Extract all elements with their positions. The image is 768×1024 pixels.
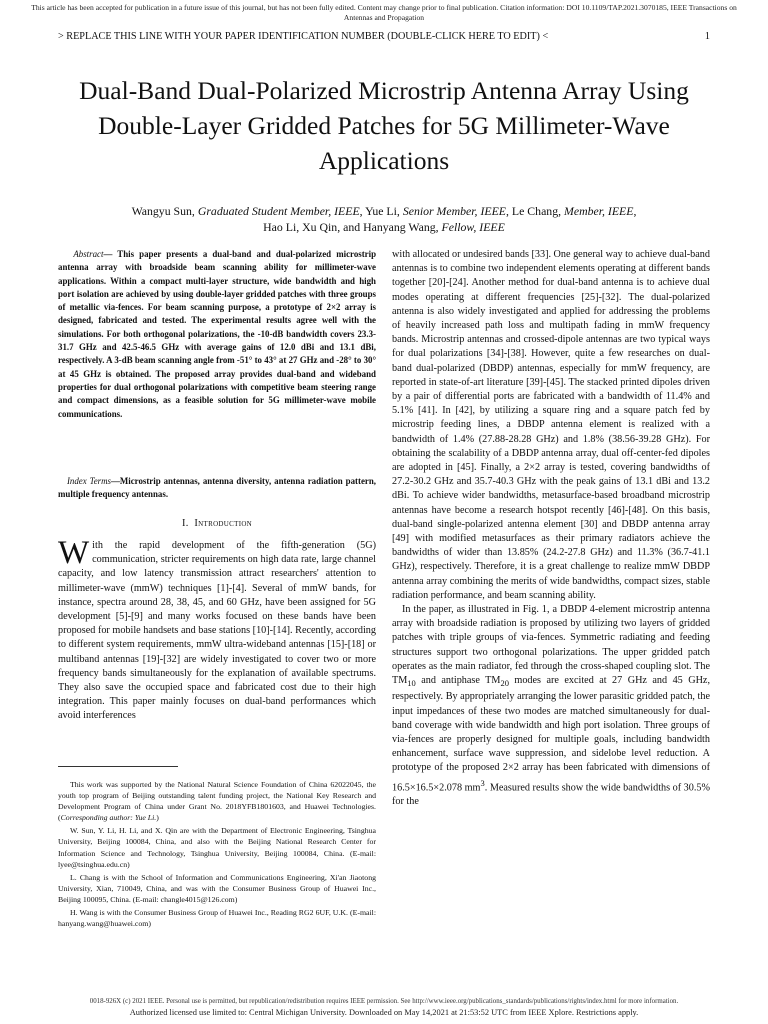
paper-title: Dual-Band Dual-Polarized Microstrip Antenna Array Using Double-Layer Gridded Patches for 5G Millimeter-Wave Applications [79, 76, 689, 175]
license-notice: Authorized licensed use limited to: Central Michigan University. Downloaded on May 14,2021 at 21:53:52 UTC from IEEE Xplore. Restrictions apply. [129, 1008, 639, 1017]
introduction-text [58, 535, 376, 724]
mode-subscript: 10 [407, 678, 416, 689]
drop-cap: W [58, 535, 90, 571]
abstract-label: Abstract [73, 249, 104, 259]
abstract-text: — This paper presents a dual-band and dual-polarized microstrip antenna array with broadside beam scanning ability for millimeter-wave applications. Within a compact multi-layer structure, wide bandwidth and high port isolation are achieved by using double-layer gridded patches with three groups of metallic via-fences. For beam scanning purpose, a prototype of 2×2 array is designed, fabricated and tested. The experimental results agree well with the simulations. For both orthogonal polarizations, the -10-dB bandwidth covers 23.3-31.7 GHz and 42.5-46.5 GHz with average gains of 12.0 dBi and 13.1 dBi, respectively. A 3-dB beam scanning angle from -51° to 43° at 27 GHz and -28° to 30° at 45 GHz is obtained. The proposed array provides dual-band and wideband properties for dual orthogonal polarizations with competitive beam steering range and compact dimensions, as a feasible solution for 5G millimeter-wave mobile communications. [58, 249, 377, 419]
author-name: , Yue Li, [359, 204, 403, 218]
section-title: Introduction [194, 518, 253, 529]
right-column-text [392, 248, 710, 809]
affiliation-footnote: H. Wang is with the Consumer Business Group of Huawei Inc., Reading RG2 6UF, U.K. (E-mail: hanyang.wang@huawei.com) [58, 908, 376, 929]
index-terms [58, 475, 376, 502]
author-list [80, 203, 688, 235]
author-membership: Member, IEEE [564, 204, 634, 218]
funding-footnote [58, 779, 376, 823]
body-paragraph: with allocated or undesired bands [33]. One general way to achieve dual-band antennas is to combine two independent elements operating at different bands together [20]-[24]. Another method for dual-band antenna is to achieve dual modes operating at different frequencies [25]-[32]. The dual-polarized antenna is also widely investigated and applied for addressing the problems of heavily increased path loss and multipath fading in mmW frequency bands. Microstrip antennas and crossed-dipole antennas are two typical ways for dual polarizations [34]-[38]. However, quite a few researches on dual-band dual-polarized (DBDP) antennas, especially for mmW frequency, are reported in state-of-art literature [39]-[45]. The stacked printed dipoles driven by a pair of differential ports are fabricated with a bandwidth of 11.4% and 5.1% [41]. In [42], by utilizing a square ring and a square patch fed by microstrip feeding lines, a DBDP antenna element is realized with a bandwidth of 1.4% (27.88-28.28 GHz) and 1.8% (38.56-39.28 GHz). For obtaining the scalability of a DBDP antenna array, dual off-center-fed dipoles are adopted in [45]. Finally, a 2×2 array is tested, covering bandwidths of 27.2-30.2 GHz and 35.7-40.3 GHz with the peak gains of 13.1 dBi and 13.2 dBi. To achieve wider bandwidths, metasurface-based broadband microstrip antennas have become a research hotspot recently [46]-[48]. On this basis, dual-band single-polarized antenna element [30] and DBDP antenna array [49] with modified metasurfaces as their primary radiators achieve the bandwidths of wider than 13.85% (24.2-27.8 GHz) and 11.3% (36.7-41.1 GHz), respectively. Therefore, it is a great challenge to realize mmW DBDP antenna array combining the merits of wide bandwidths, compact sizes, stable radiation performance, and beam scanning ability. [392, 249, 710, 601]
body-paragraph [392, 603, 710, 809]
index-terms-label: Index Terms [66, 476, 112, 486]
paper-id-placeholder: > REPLACE THIS LINE WITH YOUR PAPER IDENTIFICATION NUMBER (DOUBLE-CLICK HERE TO EDIT) < [58, 31, 549, 42]
footnote-divider [58, 766, 178, 767]
paragraph-segment: In the paper, as illustrated in Fig. 1, a DBDP 4-element microstrip antenna array with broadside radiation is proposed by utilizing two layers of gridded patches with triple groups of via-fences. Symmetric radiating and feeding structures support two orthogonal polarizations. The upper gridded patch operates as the main radiator, fed through the cross-shaped coupling slot. The TM [392, 604, 710, 687]
index-terms-text: —Microstrip antennas, antenna diversity, antenna radiation pattern, multiple frequency antennas. [58, 476, 376, 500]
author-membership: Graduated Student Member, IEEE [197, 204, 360, 218]
abstract [58, 248, 376, 421]
author-name: , Le Chang, [506, 204, 565, 218]
funding-text-end: ) [156, 813, 159, 823]
running-header [58, 30, 710, 43]
introduction-paragraph: ith the rapid development of the fifth-generation (5G) communication, stricter requirements on high data rate, large channel capacity, and low latency transmission attract researchers' attention to millimeter-wave (mmW) techniques [1]-[4]. Several of mmW bands, for instance, spectra around 28, 38, 45, and 60 GHz, have been assigned for 5G development [5]-[9] and many works focused on these bands have been proposed for mobile handsets and base stations [10]-[14]. Recently, according to different system requirements, mmW ultra-wideband antennas [15]-[18] or multiband antennas [19]-[32] are widely investigated to cover two or more frequency bands simultaneously for the explanation of available spectrums. They also save the occupied space and fabricated cost due to their high integration. This paper mainly focuses on dual-band performances which avoid interferences [58, 540, 376, 722]
paragraph-segment: and antiphase TM [415, 675, 501, 687]
author-name: Wangyu Sun, [131, 204, 198, 218]
funding-text: This work was supported by the National Natural Science Foundation of China 62022045, the youth top program of Beijing outstanding talent funding project, the National Key Research and Development Program of China under Grant No. 2018YFB1801603, and Huawei Technologies. ( [58, 780, 376, 823]
author-membership: Fellow, IEEE [441, 220, 505, 234]
paragraph-segment: modes are excited at 27 GHz and 45 GHz, respectively. By appropriately arranging the lower parasitic gridded patch, the input impedances of these two modes are matched simultaneously for dual-band coverage with wide bandwidth and high port isolation. Three groups of via-fences are properly designed for multiple goals, including bandwidth enhancement, surface wave suppression, and sidelobe level reduction. A prototype of the proposed 2×2 array has been fabricated with dimensions of 16.5×16.5×2.078 mm [392, 675, 711, 793]
affiliation-footnote: W. Sun, Y. Li, H. Li, and X. Qin are with the Department of Electronic Engineering, Tsinghua University, Beijing 100084, China, and also with the Beijing National Research Center for Information Science and Technology, Tsinghua University, Beijing 100084, China. (E-mail: lyee@tsinghua.edu.cn) [58, 826, 376, 869]
affiliation-footnote: L. Chang is with the School of Information and Communications Engineering, Xi'an Jiaotong University, Xian, 710049, China, and was with the Consumer Business Group of Huawei Inc., Beijing 100095, China. (E-mail: changle4015@126.com) [58, 872, 376, 904]
mode-subscript: 20 [500, 678, 509, 689]
section-heading [58, 518, 376, 529]
footnotes [58, 779, 376, 931]
paragraph-segment: . Measured results show the wide bandwidths of 30.5% for the [392, 781, 710, 808]
author-separator: , [633, 204, 637, 218]
corresponding-author: Corresponding author: Yue Li. [60, 813, 157, 823]
author-name: Hao Li, Xu Qin, and Hanyang Wang, [263, 220, 442, 234]
page-number: 1 [704, 31, 710, 42]
author-membership: Senior Member, IEEE [402, 204, 507, 218]
copyright-notice: 0018-926X (c) 2021 IEEE. Personal use is permitted, but republication/redistribution requires IEEE permission. See http://www.ieee.org/publications_standards/publications/rights/index.html for more information. [89, 998, 679, 1005]
journal-notice: This article has been accepted for publication in a future issue of this journal, but has not been fully edited. Content may change prior to final publication. Citation information: DOI 10.1109/TAP.2021.3070185, IEEE Transactions on Antennas and Propagation [31, 3, 737, 22]
unit-superscript: 3 [480, 777, 485, 788]
section-number: I. [181, 518, 189, 529]
